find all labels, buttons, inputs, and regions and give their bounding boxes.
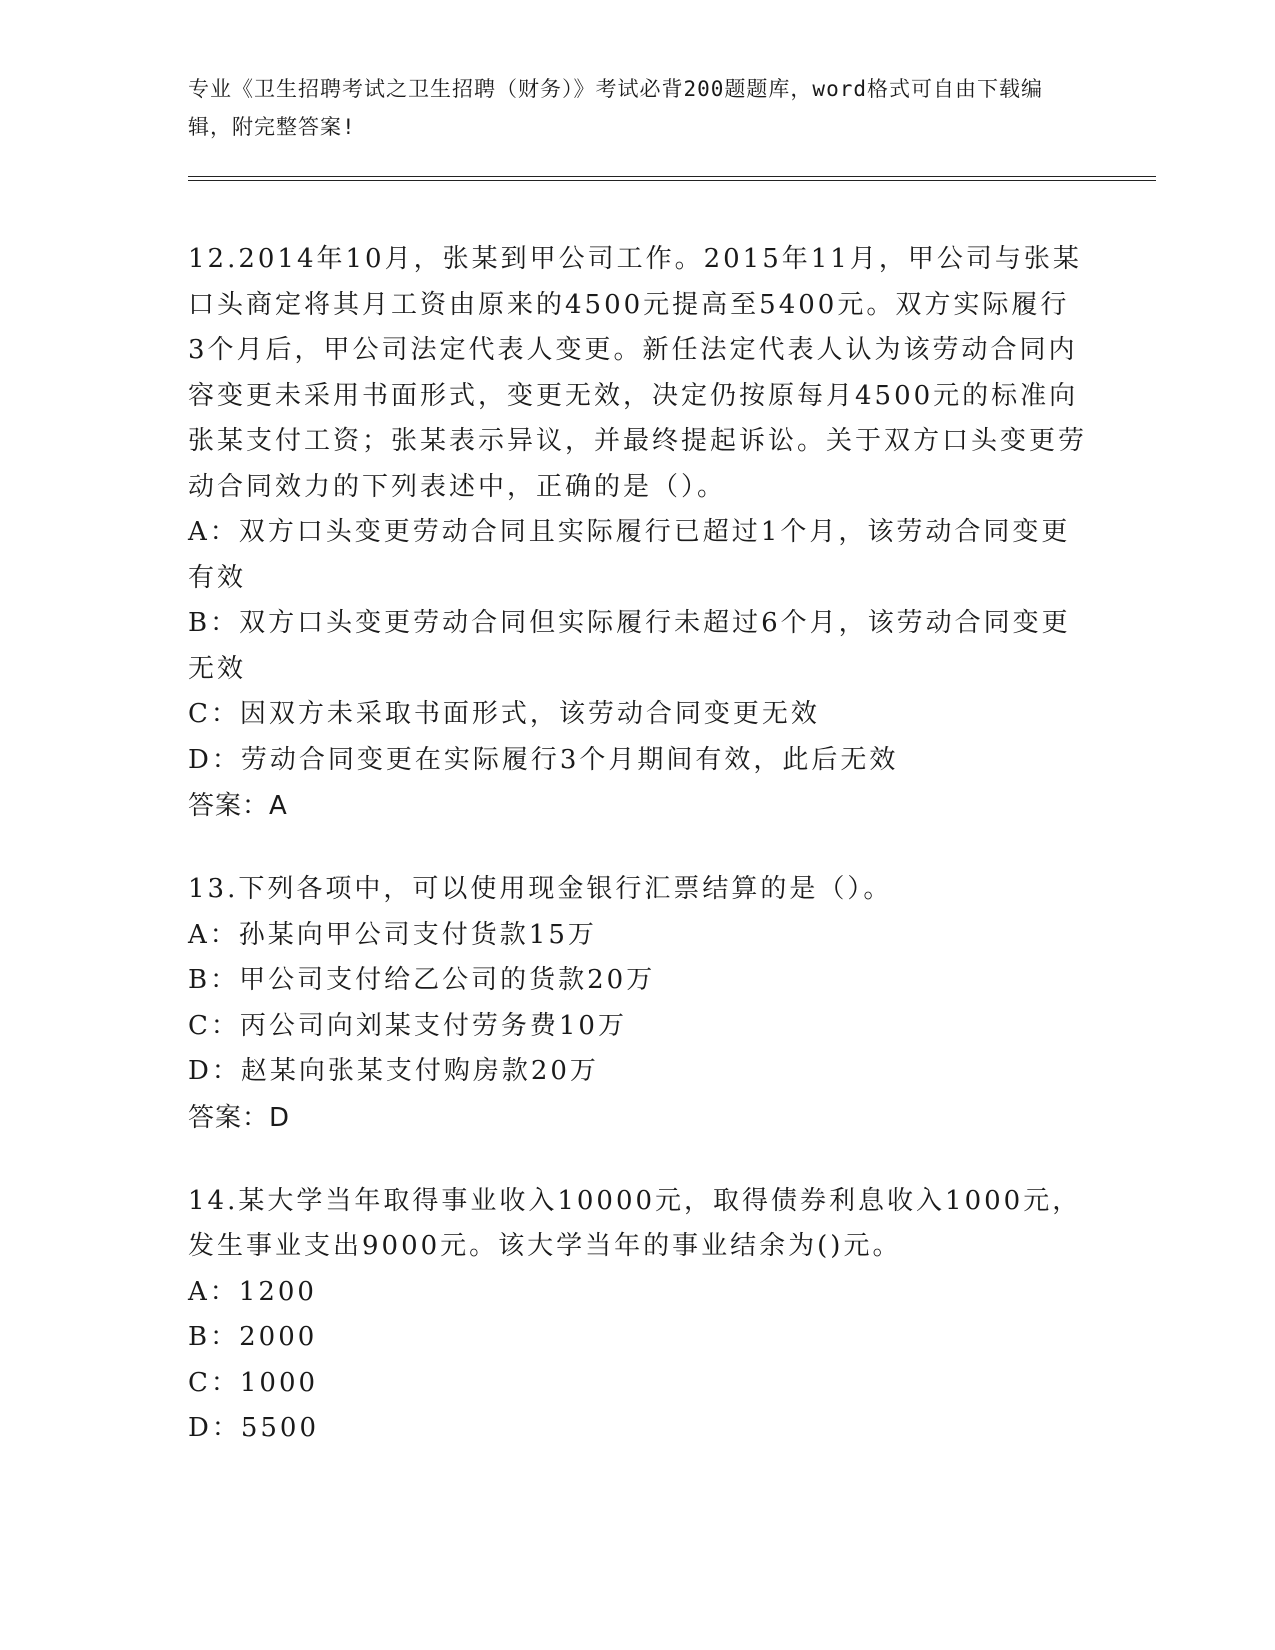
question-14 <box>188 1179 1148 1452</box>
question-12 <box>188 237 1148 829</box>
option-b: B：甲公司支付给乙公司的货款20万 <box>188 965 656 995</box>
option-c: C：1000 <box>188 1367 319 1398</box>
option-a: A：1200 <box>188 1276 317 1307</box>
option-a: A：双方口头变更劳动合同且实际履行已超过1个月，该劳动合同变更有效 <box>188 517 1071 593</box>
option-a: A：孙某向甲公司支付货款15万 <box>188 919 597 950</box>
option-c: C：丙公司向刘某支付劳务费10万 <box>188 1010 627 1041</box>
option-d: D：5500 <box>188 1413 320 1443</box>
option-b: B：2000 <box>188 1322 318 1352</box>
question-stem: 12.2014年10月，张某到甲公司工作。2015年11月，甲公司与张某口头商定将其月工资由原来的4500元提高至5400元。双方实际履行3个月后，甲公司法定代表人变更。新任法定代表人认为该劳动合同内容变更未采用书面形式，变更无效，决定仍按原每月4500元的标准向张某支付工资；张某表示异议，并最终提起诉讼。关于双方口头变更劳动合同效力的下列表述中，正确的是（）。 <box>188 244 1088 502</box>
option-d: D：赵某向张某支付购房款20万 <box>188 1056 599 1086</box>
header-divider <box>188 176 1156 181</box>
question-stem: 14.某大学当年取得事业收入10000元，取得债券利息收入1000元，发生事业支出9000元。该大学当年的事业结余为()元。 <box>188 1185 1082 1261</box>
answer-line: 答案：D <box>188 1102 291 1133</box>
document-page <box>188 70 1148 1452</box>
question-13 <box>188 867 1148 1141</box>
option-d: D：劳动合同变更在实际履行3个月期间有效，此后无效 <box>188 744 899 775</box>
option-c: C：因双方未采取书面形式，该劳动合同变更无效 <box>188 699 820 729</box>
answer-line: 答案：A <box>188 791 288 821</box>
document-header: 专业《卫生招聘考试之卫生招聘（财务）》考试必背200题题库，word格式可自由下载编辑，附完整答案! <box>188 77 1043 139</box>
question-stem: 13.下列各项中，可以使用现金银行汇票结算的是（）。 <box>188 874 893 904</box>
option-b: B：双方口头变更劳动合同但实际履行未超过6个月，该劳动合同变更无效 <box>188 608 1071 684</box>
